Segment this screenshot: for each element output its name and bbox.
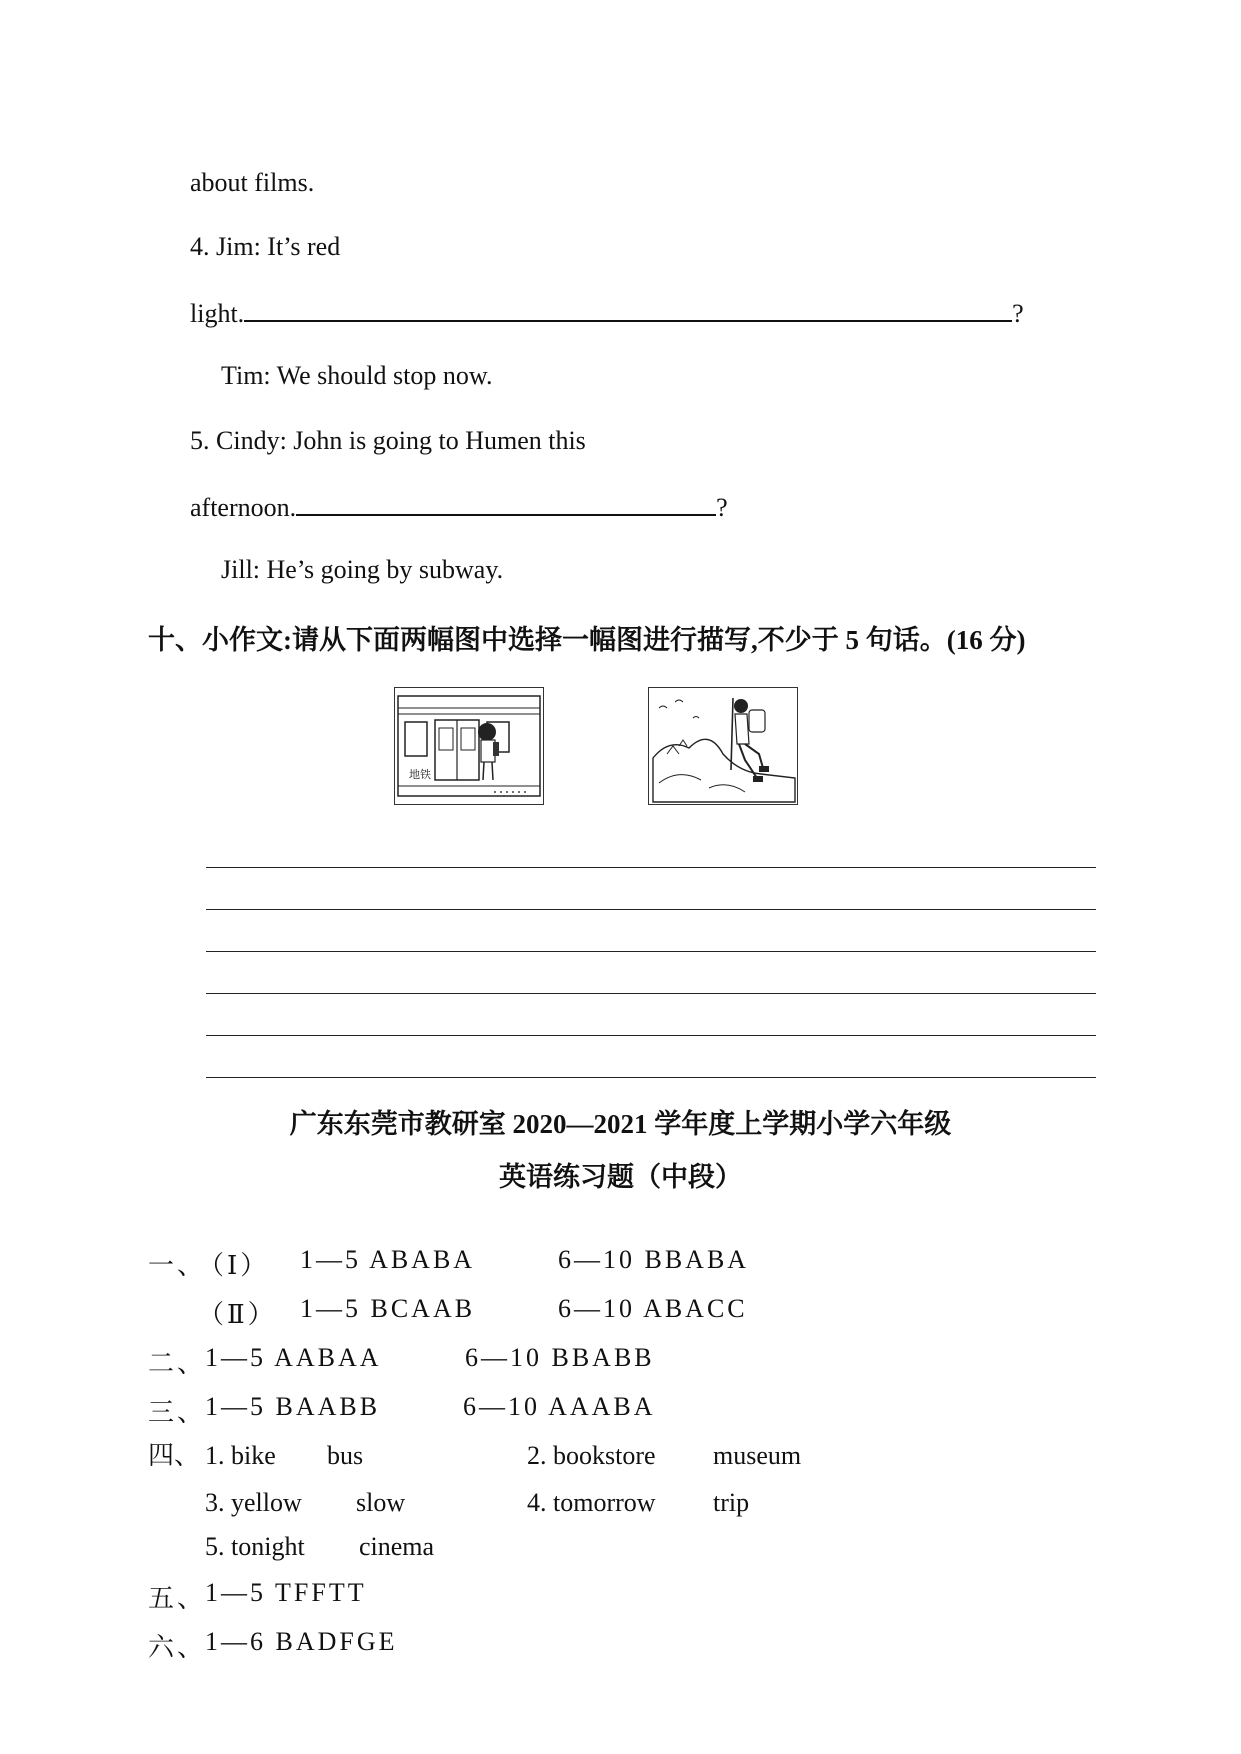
answer-s1-part2-label: （Ⅱ） <box>198 1300 277 1329</box>
answer-s4-item4-num: 4. tomorrow <box>527 1488 656 1517</box>
answer-s1-part1-a: 1—5 ABABA <box>300 1245 476 1274</box>
answer-s1-part2-a: 1—5 BCAAB <box>300 1294 476 1323</box>
answer-s4-item1-num: 1. bike <box>205 1441 276 1470</box>
answer-s1-part2-b: 6—10 ABACC <box>558 1294 748 1323</box>
answer-s4-item5-word: cinema <box>359 1532 435 1561</box>
answer-s2-a: 1—5 AABAA <box>205 1343 382 1372</box>
answer-s5-prefix: 五、 <box>148 1584 207 1613</box>
hiking-illustration <box>649 688 797 804</box>
answer-s4-item3-word: slow <box>356 1488 406 1517</box>
answer-s1-part1-label: （Ⅰ） <box>198 1251 270 1280</box>
answer-s4-item3-num: 3. yellow <box>205 1488 302 1517</box>
answer-s2-prefix: 二、 <box>148 1349 207 1378</box>
writing-line[interactable] <box>206 867 1096 868</box>
item5-reply: Jill: He’s going by subway. <box>221 555 504 584</box>
item4-question-line1: 4. Jim: It’s red <box>190 232 341 261</box>
composition-heading: 十、小作文:请从下面两幅图中选择一幅图进行描写,不少于 5 句话。(16 分) <box>148 625 1026 655</box>
answer-s4-item4-word: trip <box>713 1488 750 1517</box>
writing-line[interactable] <box>206 909 1096 910</box>
answer-s4-item2-word: museum <box>713 1441 802 1470</box>
item5-question-line2 <box>190 490 728 523</box>
answer-s1-part1-b: 6—10 BBABA <box>558 1245 750 1274</box>
item4-reply: Tim: We should stop now. <box>221 361 493 390</box>
item5-answer-blank[interactable] <box>296 490 716 516</box>
item5-question-mark: ? <box>716 493 728 522</box>
item5-question-line1: 5. Cindy: John is going to Humen this <box>190 426 586 455</box>
answer-s1-prefix: 一、 <box>148 1251 207 1280</box>
answer-s6-a: 1—6 BADFGE <box>205 1627 398 1656</box>
item4-text: light. <box>190 299 245 328</box>
writing-line[interactable] <box>206 993 1096 994</box>
answer-key-subtitle: 英语练习题（中段） <box>499 1162 742 1192</box>
answer-s4-prefix: 四、 <box>148 1441 201 1470</box>
hiking-picture <box>648 687 798 805</box>
item4-question-mark: ? <box>1012 299 1024 328</box>
item3-continuation: about films. <box>190 168 315 197</box>
answer-s3-a: 1—5 BAABB <box>205 1392 381 1421</box>
answer-s3-prefix: 三、 <box>148 1398 207 1427</box>
answer-s4-item2-num: 2. bookstore <box>527 1441 656 1470</box>
answer-s5-a: 1—5 TFFTT <box>205 1578 367 1607</box>
answer-s2-b: 6—10 BBABB <box>465 1343 655 1372</box>
answer-s4-item5-num: 5. tonight <box>205 1532 305 1561</box>
answer-s4-item1-word: bus <box>327 1441 364 1470</box>
writing-line[interactable] <box>206 951 1096 952</box>
subway-sign: 地铁 <box>409 768 431 781</box>
item4-answer-blank[interactable] <box>244 296 1012 322</box>
answer-s6-prefix: 六、 <box>148 1633 207 1662</box>
subway-picture <box>394 687 544 805</box>
item5-text: afternoon. <box>190 493 297 522</box>
subway-illustration <box>395 688 543 804</box>
writing-line[interactable] <box>206 1035 1096 1036</box>
writing-line[interactable] <box>206 1077 1096 1078</box>
item4-question-line2 <box>190 296 1024 329</box>
answer-key-title: 广东东莞市教研室 2020—2021 学年度上学期小学六年级 <box>289 1109 952 1139</box>
answer-s3-b: 6—10 AAABA <box>463 1392 656 1421</box>
